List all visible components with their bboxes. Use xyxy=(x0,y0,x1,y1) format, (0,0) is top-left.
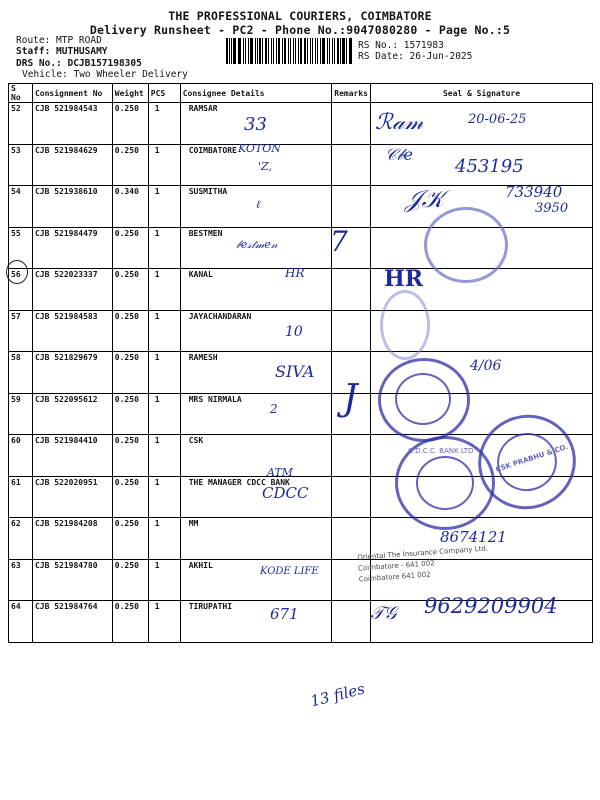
hw-r56-signature: HR xyxy=(384,266,424,292)
barcode-bar xyxy=(282,38,283,64)
hw-r52-date: 20-06-25 xyxy=(468,112,527,127)
barcode-bar xyxy=(268,38,269,64)
runsheet-table xyxy=(8,83,593,643)
hw-r54-signature: 𝒥𝒦 xyxy=(405,185,444,213)
cdcc-stamp-label: C.D.C.C. BANK LTD xyxy=(408,447,474,455)
barcode-bar xyxy=(229,38,230,64)
row-weight: 0.250 xyxy=(112,352,148,394)
barcode-bar xyxy=(312,38,313,64)
hw-r64-signature: 𝒯𝒢 xyxy=(370,603,397,624)
row-pcs: 1 xyxy=(148,352,180,394)
barcode-bar xyxy=(342,38,344,64)
row-consignment-no: CJB 521984629 xyxy=(32,144,112,186)
barcode-bar xyxy=(243,38,244,64)
hw-r64-note: 671 xyxy=(270,605,299,623)
row-consignment-no: CJB 521829679 xyxy=(32,352,112,394)
rs-date: RS Date: 26-Jun-2025 xyxy=(358,51,473,62)
barcode-bar xyxy=(329,38,331,64)
hw-r54-number2: 3950 xyxy=(535,201,569,216)
hw-r63-signature: 8674121 xyxy=(440,528,507,546)
table-row xyxy=(9,352,593,394)
row-pcs: 1 xyxy=(148,435,180,477)
barcode-bar xyxy=(284,38,286,64)
row-pcs: 1 xyxy=(148,476,180,518)
staff: Staff: MUTHUSAMY xyxy=(16,46,108,57)
row-sno: 57 xyxy=(9,310,33,352)
barcode xyxy=(226,38,354,64)
hw-r53-note2: 'Z, xyxy=(258,160,272,173)
col-consignment: Consignment No xyxy=(32,84,112,103)
row-remarks xyxy=(332,476,371,518)
row-pcs: 1 xyxy=(148,227,180,269)
row-sno: 58 xyxy=(9,352,33,394)
row-remarks xyxy=(332,310,371,352)
barcode-bar xyxy=(310,38,312,64)
row-56-circle-mark xyxy=(6,260,28,284)
runsheet-title: THE PROFESSIONAL COURIERS, COIMBATORE xyxy=(168,9,432,23)
row-sno: 60 xyxy=(9,435,33,477)
hw-r52-signature: ℛ𝒶𝓂 xyxy=(375,110,424,135)
hw-r53-number: 453195 xyxy=(455,156,524,177)
row-consignment-no: CJB 522023337 xyxy=(32,269,112,311)
row-consignment-no: CJB 521984410 xyxy=(32,435,112,477)
barcode-bar xyxy=(248,38,250,64)
barcode-bar xyxy=(231,38,232,64)
barcode-bar xyxy=(233,38,235,64)
row-remarks xyxy=(332,269,371,311)
table-row xyxy=(9,601,593,643)
table-row xyxy=(9,310,593,352)
hw-r58-note: SIVA xyxy=(275,362,315,381)
row-weight: 0.250 xyxy=(112,559,148,601)
barcode-bar xyxy=(265,38,267,64)
barcode-bar xyxy=(295,38,296,64)
col-seal-signature: Seal & Signature xyxy=(370,84,592,103)
insurance-stamp-line1: Oriental The Insurance Company Ltd. xyxy=(357,544,489,562)
row-sno: 61 xyxy=(9,476,33,518)
rs-number: RS No.: 1571983 xyxy=(358,40,444,51)
row-remarks xyxy=(332,103,371,145)
col-consignee: Consignee Details xyxy=(180,84,332,103)
table-row xyxy=(9,269,593,311)
barcode-bar xyxy=(290,38,291,64)
row-weight: 0.250 xyxy=(112,269,148,311)
col-sno: S No xyxy=(9,84,33,103)
row-consignee: COIMBATORE xyxy=(180,144,332,186)
barcode-bar xyxy=(334,38,335,64)
table-row xyxy=(9,559,593,601)
barcode-bar xyxy=(346,38,347,64)
hw-r63-note: KODE LIFE xyxy=(260,566,319,577)
row-consignee: BESTMEN xyxy=(180,227,332,269)
row-weight: 0.250 xyxy=(112,601,148,643)
hw-r54-note: ℓ xyxy=(256,198,261,211)
row-pcs: 1 xyxy=(148,601,180,643)
hw-r58-signature: 4/06 xyxy=(470,358,502,374)
row-weight: 0.250 xyxy=(112,227,148,269)
row-sno: 52 xyxy=(9,103,33,145)
col-weight: Weight xyxy=(112,84,148,103)
barcode-bar xyxy=(259,38,261,64)
barcode-bar xyxy=(340,38,341,64)
barcode-bar xyxy=(307,38,308,64)
row-remarks xyxy=(332,601,371,643)
row-consignment-no: CJB 521984780 xyxy=(32,559,112,601)
barcode-bar xyxy=(304,38,306,64)
row-pcs: 1 xyxy=(148,559,180,601)
cdcc-seal-stamp xyxy=(395,436,495,530)
barcode-bar xyxy=(320,38,322,64)
row-consignment-no: CJB 522020951 xyxy=(32,476,112,518)
row-consignee: TIRUPATHI xyxy=(180,601,332,643)
row-sno: 64 xyxy=(9,601,33,643)
barcode-bar xyxy=(322,38,324,64)
barcode-bar xyxy=(337,38,339,64)
hw-r53-signature: 𝒞𝒷𝑒 xyxy=(385,145,413,164)
barcode-bar xyxy=(300,38,302,64)
barcode-bar xyxy=(238,38,239,64)
row-remarks xyxy=(332,393,371,435)
barcode-bar xyxy=(262,38,263,64)
barcode-bar xyxy=(273,38,275,64)
insurance-stamp-line2: Coimbatore - 641 002 xyxy=(357,559,435,573)
barcode-bar xyxy=(350,38,352,64)
row-weight: 0.340 xyxy=(112,186,148,228)
row-weight: 0.250 xyxy=(112,103,148,145)
row-consignee: JAYACHANDARAN xyxy=(180,310,332,352)
hw-r59-mark: J xyxy=(343,378,358,419)
row-consignee: SUSMITHA xyxy=(180,186,332,228)
hw-r64-phone: 9629209904 xyxy=(424,594,558,618)
row-consignment-no: CJB 521984479 xyxy=(32,227,112,269)
barcode-bar xyxy=(298,38,299,64)
row-consignee: RAMSAR xyxy=(180,103,332,145)
row-remarks xyxy=(332,186,371,228)
row-sno: 53 xyxy=(9,144,33,186)
barcode-bar xyxy=(315,38,316,64)
hw-r54-number: 733940 xyxy=(505,183,563,201)
barcode-bar xyxy=(349,38,350,64)
col-pcs: PCS xyxy=(148,84,180,103)
barcode-bar xyxy=(239,38,241,64)
row-consignee: MRS NIRMALA xyxy=(180,393,332,435)
row-pcs: 1 xyxy=(148,393,180,435)
row-consignee: MM xyxy=(180,518,332,560)
row-consignment-no: CJB 522095612 xyxy=(32,393,112,435)
hw-r56-note: HR xyxy=(285,266,305,280)
hw-r59-note: 2 xyxy=(270,402,278,416)
hw-r53-note: KOTON xyxy=(238,142,281,155)
row-sno: 56 xyxy=(9,269,33,311)
row-sno: 63 xyxy=(9,559,33,601)
vehicle: Vehicle: Two Wheeler Delivery xyxy=(22,69,188,80)
row-pcs: 1 xyxy=(148,310,180,352)
barcode-bar xyxy=(332,38,333,64)
row-sno: 54 xyxy=(9,186,33,228)
row-remarks xyxy=(332,435,371,477)
insurance-stamp-line3: Coimbatore 641 002 xyxy=(358,570,431,584)
faded-seal-stamp xyxy=(380,290,430,360)
barcode-bar xyxy=(288,38,289,64)
row-pcs: 1 xyxy=(148,103,180,145)
table-row xyxy=(9,186,593,228)
csk-stamp-label: CSK PRABHU & CO. xyxy=(494,442,570,474)
row-sno: 62 xyxy=(9,518,33,560)
row-sno: 59 xyxy=(9,393,33,435)
row-weight: 0.250 xyxy=(112,310,148,352)
route: Route: MTP ROAD xyxy=(16,35,102,46)
row-consignment-no: CJB 521984208 xyxy=(32,518,112,560)
barcode-bar xyxy=(245,38,246,64)
nirmala-seal-stamp xyxy=(378,358,470,442)
row-sno: 55 xyxy=(9,227,33,269)
hw-r52-note: 33 xyxy=(244,114,267,135)
row-consignment-no: CJB 521984764 xyxy=(32,601,112,643)
row-seal-signature xyxy=(370,601,592,643)
col-remarks: Remarks xyxy=(332,84,371,103)
table-header-row xyxy=(9,84,593,103)
barcode-bar xyxy=(327,38,328,64)
runsheet-subtitle: Delivery Runsheet - PC2 - Phone No.:9047080280 - Page No.:5 xyxy=(89,23,511,37)
round-seal-stamp xyxy=(424,207,508,283)
row-remarks xyxy=(332,227,371,269)
row-consignee: AKHIL xyxy=(180,559,332,601)
row-consignee: RAMESH xyxy=(180,352,332,394)
table-row xyxy=(9,103,593,145)
hw-r55-mark: 7 xyxy=(330,225,348,258)
row-remarks xyxy=(332,352,371,394)
row-pcs: 1 xyxy=(148,186,180,228)
row-weight: 0.250 xyxy=(112,476,148,518)
row-consignment-no: CJB 521938610 xyxy=(32,186,112,228)
row-weight: 0.250 xyxy=(112,393,148,435)
row-remarks xyxy=(332,144,371,186)
hw-r55-note: 𝒷𝑒𝓈𝓉𝓂𝑒𝓃 xyxy=(236,238,278,251)
hw-r57-note: 10 xyxy=(285,324,303,340)
row-weight: 0.250 xyxy=(112,435,148,477)
barcode-bar xyxy=(250,38,252,64)
row-pcs: 1 xyxy=(148,144,180,186)
drs-number: DRS No.: DCJB157198305 xyxy=(16,58,142,69)
table-row xyxy=(9,144,593,186)
row-consignment-no: CJB 521984583 xyxy=(32,310,112,352)
row-seal-signature xyxy=(370,144,592,186)
barcode-bar xyxy=(271,38,272,64)
barcode-bar xyxy=(257,38,258,64)
barcode-bar xyxy=(255,38,256,64)
barcode-bar xyxy=(293,38,295,64)
row-pcs: 1 xyxy=(148,269,180,311)
row-seal-signature xyxy=(370,103,592,145)
barcode-bar xyxy=(226,38,228,64)
barcode-bar xyxy=(276,38,277,64)
hw-r61-note2: ATM xyxy=(267,466,293,479)
hw-r61-note: CDCC xyxy=(262,484,309,502)
row-pcs: 1 xyxy=(148,518,180,560)
row-weight: 0.250 xyxy=(112,144,148,186)
row-consignee: THE MANAGER CDCC BANK xyxy=(180,476,332,518)
row-consignment-no: CJB 521984543 xyxy=(32,103,112,145)
barcode-bar xyxy=(317,38,318,64)
row-consignee: KANAL xyxy=(180,269,332,311)
barcode-bar xyxy=(278,38,280,64)
row-consignee: CSK xyxy=(180,435,332,477)
row-weight: 0.250 xyxy=(112,518,148,560)
table-row xyxy=(9,518,593,560)
hw-bottom-note: 13 files xyxy=(308,679,367,711)
